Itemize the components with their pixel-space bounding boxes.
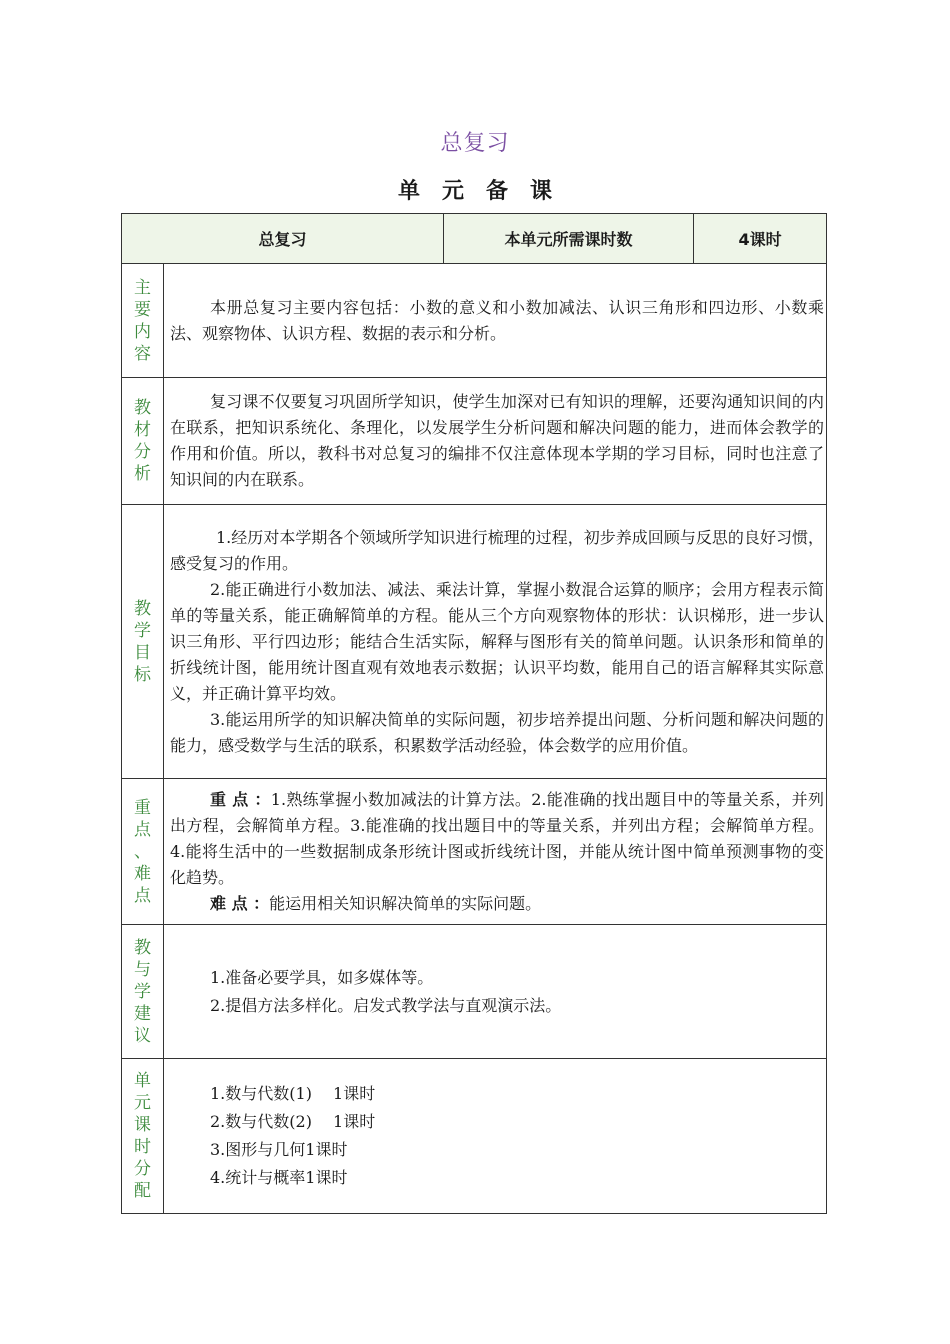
schedule-text bbox=[164, 1059, 827, 1214]
schedule-label: 单 元 课 时 分 配 bbox=[122, 1059, 164, 1214]
teaching-goals-label: 教 学 目 标 bbox=[122, 505, 164, 779]
schedule-item: 1.数与代数(1) 1课时 bbox=[210, 1084, 376, 1103]
suggestions-row bbox=[122, 925, 827, 1059]
header-row bbox=[122, 214, 827, 264]
hours-value-cell: 4课时 bbox=[694, 214, 827, 264]
focus-text: 1.熟练掌握小数加减法的计算方法。2.能准确的找出题目中的等量关系，并列出方程，会解简单方程。3.能准确的找出题目中的等量关系，并列出方程；会解简单方程。4.能将生活中的一些数据制成条形统计图或折线统计图，并能从统计图中简单预测事物的变化趋势。 bbox=[170, 789, 825, 887]
goal-item: 1.经历对本学期各个领域所学知识进行梳理的过程，初步养成回顾与反思的良好习惯，感受复习的作用。 bbox=[170, 527, 825, 573]
material-analysis-row bbox=[122, 378, 827, 505]
suggestions-label: 教 与 学 建 议 bbox=[122, 925, 164, 1059]
schedule-item: 2.数与代数(2) 1课时 bbox=[210, 1112, 376, 1131]
material-analysis-text: 复习课不仅要复习巩固所学知识，使学生加深对已有知识的理解，还要沟通知识间的内在联系，把知识系统化、条理化，以发展学生分析问题和解决问题的能力，进而体会教学的作用和价值。所以，教科书对总复习的编排不仅注意体现本学期的学习目标，同时也注意了知识间的内在联系。 bbox=[164, 378, 827, 505]
main-content-label: 主 要 内 容 bbox=[122, 264, 164, 378]
lesson-plan-table bbox=[121, 213, 827, 1214]
schedule-item: 4.统计与概率1课时 bbox=[210, 1168, 348, 1187]
page-subtitle: 单元备课 bbox=[397, 179, 574, 204]
unit-name-cell: 总复习 bbox=[122, 214, 444, 264]
suggestion-item: 1.准备必要学具，如多媒体等。 bbox=[210, 967, 434, 987]
key-points-text bbox=[164, 779, 827, 925]
hours-label-cell: 本单元所需课时数 bbox=[444, 214, 694, 264]
schedule-item: 3.图形与几何1课时 bbox=[210, 1140, 348, 1159]
main-content-row bbox=[122, 264, 827, 378]
main-content-text: 本册总复习主要内容包括：小数的意义和小数加减法、认识三角形和四边形、小数乘法、观察物体、认识方程、数据的表示和分析。 bbox=[164, 264, 827, 378]
goal-item: 2.能正确进行小数加法、减法、乘法计算，掌握小数混合运算的顺序；会用方程表示简单的等量关系，能正确解简单的方程。能从三个方向观察物体的形状：认识梯形，进一步认识三角形、平行四边形；能结合生活实际，解释与图形有关的简单问题。认识条形和简单的折线统计图，能用统计图直观有效地表示数据；认识平均数，能用自己的语言解释其实际意义，并正确计算平均效。 bbox=[170, 579, 825, 703]
teaching-goals-row bbox=[122, 505, 827, 779]
material-analysis-label: 教 材 分 析 bbox=[122, 378, 164, 505]
page-title: 总复习 bbox=[440, 131, 510, 156]
suggestion-item: 2.提倡方法多样化。启发式教学法与直观演示法。 bbox=[210, 995, 562, 1015]
teaching-goals-text bbox=[164, 505, 827, 779]
difficulty-text: 能运用相关知识解决简单的实际问题。 bbox=[269, 893, 542, 913]
difficulty-label: 难 点 ： bbox=[210, 893, 270, 913]
key-points-row bbox=[122, 779, 827, 925]
goal-item: 3.能运用所学的知识解决简单的实际问题，初步培养提出问题、分析问题和解决问题的能力，感受数学与生活的联系，积累数学活动经验，体会数学的应用价值。 bbox=[170, 709, 825, 755]
suggestions-text bbox=[164, 925, 827, 1059]
focus-label: 重 点 ： bbox=[210, 789, 271, 809]
schedule-row bbox=[122, 1059, 827, 1214]
key-points-label: 重 点 、 难 点 bbox=[122, 779, 164, 925]
